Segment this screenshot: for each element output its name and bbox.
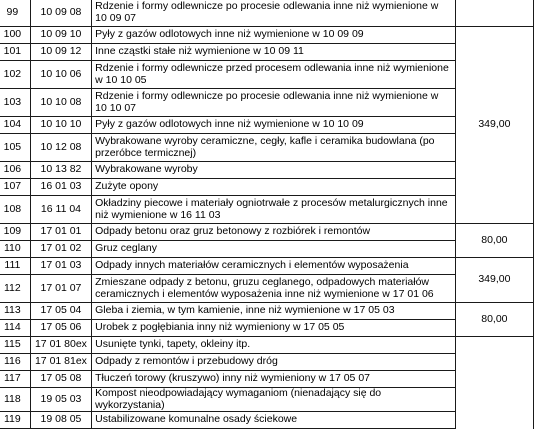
waste-code: 10 09 12 [30,44,91,61]
waste-code: 17 01 07 [30,275,91,303]
table-row [0,388,534,412]
table-row [0,196,534,224]
waste-description: Pyły z gazów odlotowych inne niż wymienione w 10 09 09 [92,27,456,44]
waste-description: Kompost nieodpowiadający wymaganiom (nienadający się do wykorzystania) [92,388,456,412]
waste-code: 10 09 10 [30,27,91,44]
table-row [0,354,534,371]
waste-code: 10 13 82 [30,162,91,179]
waste-description: Wybrakowane wyroby [92,162,456,179]
row-number: 107 [0,179,30,196]
price-cell: 80,00 [455,224,533,258]
waste-code: 17 01 03 [30,258,91,275]
table-row [0,275,534,303]
row-number: 104 [0,117,30,134]
price-cell: 80,00 [455,303,533,337]
waste-code: 17 05 06 [30,320,91,337]
row-number: 116 [0,354,30,371]
waste-description: Rdzenie i formy odlewnicze przed procesem odlewania inne niż wymienione w 10 10 05 [92,61,456,89]
table-row [0,179,534,196]
waste-code: 17 05 04 [30,303,91,320]
waste-code: 10 10 08 [30,89,91,117]
waste-description: Odpady betonu oraz gruz betonowy z rozbiórek i remontów [92,224,456,241]
price-cell: 349,00 [455,258,533,303]
waste-code: 17 05 08 [30,371,91,388]
waste-description: Urobek z pogłębiania inny niż wymieniony w 17 05 05 [92,320,456,337]
waste-code: 17 01 81ex [30,354,91,371]
row-number: 110 [0,241,30,258]
row-number: 112 [0,275,30,303]
row-number: 100 [0,27,30,44]
waste-description: Rdzenie i formy odlewnicze po procesie odlewania inne niż wymienione w 10 10 07 [92,89,456,117]
table-row [0,61,534,89]
table-row [0,303,534,320]
row-number: 113 [0,303,30,320]
waste-description: Tłuczeń torowy (kruszywo) inny niż wymieniony w 17 05 07 [92,371,456,388]
waste-description: Odpady z remontów i przebudowy dróg [92,354,456,371]
waste-code: 10 09 08 [30,0,91,27]
table-row [0,0,534,27]
waste-description: Gleba i ziemia, w tym kamienie, inne niż wymienione w 17 05 03 [92,303,456,320]
price-cell [455,337,533,429]
table-row [0,320,534,337]
table-row [0,371,534,388]
table-row [0,258,534,275]
waste-code: 10 10 06 [30,61,91,89]
table-row [0,89,534,117]
waste-description: Inne cząstki stałe niż wymienione w 10 09 11 [92,44,456,61]
row-number: 99 [0,0,30,27]
waste-description: Usunięte tynki, tapety, okleiny itp. [92,337,456,354]
row-number: 105 [0,134,30,162]
row-number: 102 [0,61,30,89]
waste-code: 16 11 04 [30,196,91,224]
waste-code: 17 01 02 [30,241,91,258]
waste-description: Odpady innych materiałów ceramicznych i elementów wyposażenia [92,258,456,275]
row-number: 115 [0,337,30,354]
table-row [0,162,534,179]
row-number: 111 [0,258,30,275]
price-cell [455,0,533,27]
waste-code: 19 05 03 [30,388,91,412]
table-row [0,337,534,354]
row-number: 114 [0,320,30,337]
waste-description: Zmieszane odpady z betonu, gruzu ceglanego, odpadowych materiałów ceramicznych i elementów wyposażenia inne niż wymienione w 17 01 06 [92,275,456,303]
waste-code: 10 10 10 [30,117,91,134]
row-number: 108 [0,196,30,224]
waste-code: 17 01 01 [30,224,91,241]
waste-code: 19 08 05 [30,412,91,429]
row-number: 106 [0,162,30,179]
row-number: 118 [0,388,30,412]
table-row [0,27,534,44]
waste-description: Ustabilizowane komunalne osady ściekowe [92,412,456,429]
waste-code: 10 12 08 [30,134,91,162]
waste-description: Zużyte opony [92,179,456,196]
table-row [0,412,534,429]
row-number: 119 [0,412,30,429]
waste-description: Okładziny piecowe i materiały ogniotrwałe z procesów metalurgicznych inne niż wymienione w 16 11 03 [92,196,456,224]
row-number: 109 [0,224,30,241]
row-number: 101 [0,44,30,61]
waste-description: Pyły z gazów odlotowych inne niż wymienione w 10 10 09 [92,117,456,134]
waste-code: 17 01 80ex [30,337,91,354]
waste-code: 16 01 03 [30,179,91,196]
waste-description: Wybrakowane wyroby ceramiczne, cegły, kafle i ceramika budowlana (po przeróbce termicznej) [92,134,456,162]
waste-description: Gruz ceglany [92,241,456,258]
waste-description: Rdzenie i formy odlewnicze po procesie odlewania inne niż wymienione w 10 09 07 [92,0,456,27]
table-row [0,224,534,241]
table-row [0,134,534,162]
table-row [0,241,534,258]
row-number: 103 [0,89,30,117]
row-number: 117 [0,371,30,388]
table-row [0,117,534,134]
table-row [0,44,534,61]
price-cell: 349,00 [455,27,533,224]
